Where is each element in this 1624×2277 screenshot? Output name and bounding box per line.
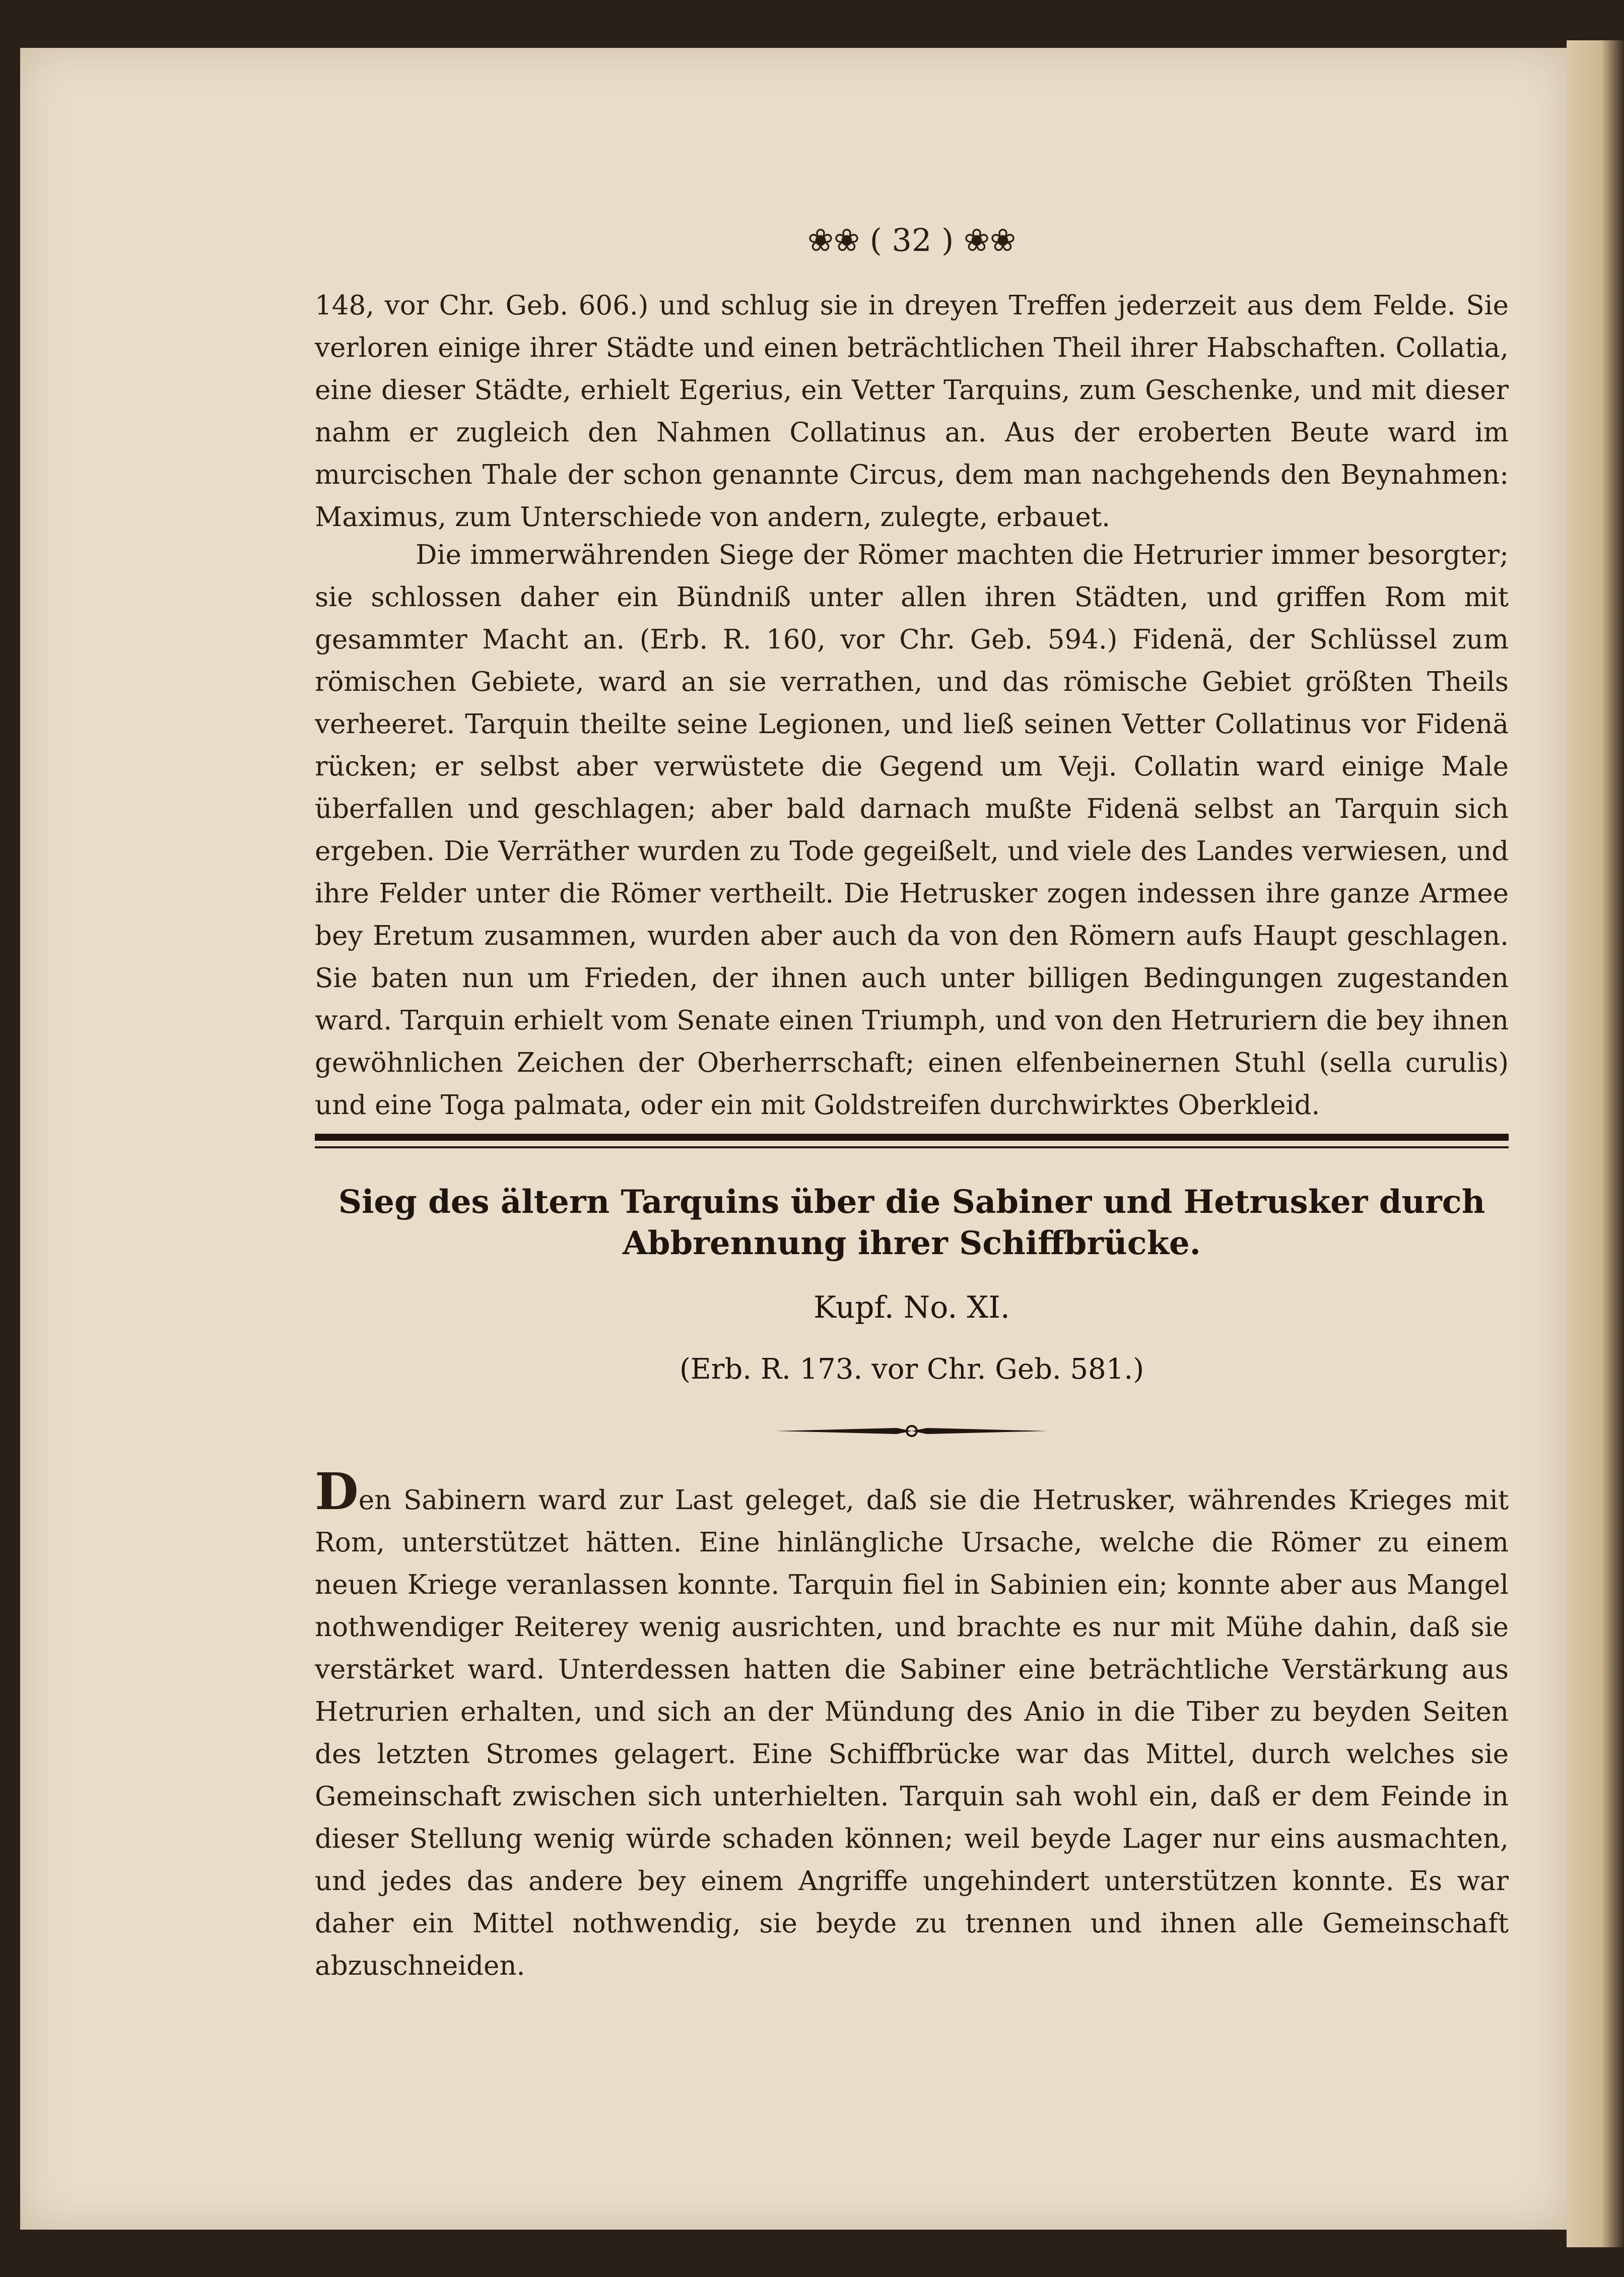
paragraph-2: Die immerwährenden Siege der Römer machten die Hetrurier immer besorgter; sie schlossen daher ein Bündniß unter allen ihren Städten, und griffen Rom mit gesammter Macht an. (Erb. R. 160, vor Chr. Geb. 594.) Fidenä, der Schlüssel zum römischen Gebiete, ward an sie verrathen, und das römische Gebiet größten Theils verheeret. Tarquin theilte seine Legionen, und ließ seinen Vetter Collatinus vor Fidenä rücken; er selbst aber verwüstete die Gegend um Veji. Collatin ward einige Male überfallen und geschlagen; aber bald darnach mußte Fidenä selbst an Tarquin sich ergeben. Die Verräther wurden zu Tode gegeißelt, und viele des Landes verwiesen, und ihre Felder unter die Römer vertheilt. Die Hetrusker zogen indessen ihre ganze Armee bey Eretum zusammen, wurden aber auch da von den Römern aufs Haupt geschlagen. Sie baten nun um Frieden, der ihnen auch unter billigen Bedingungen zugestanden ward. Tarquin erhielt vom Senate einen Triumph, und von den Hetruriern die bey ihnen gewöhnlichen Zeichen der Oberherrschaft; einen elfenbeinernen Stuhl (sella curulis) und eine Toga palmata, oder ein mit Goldstreifen durchwirktes Oberkleid. bbox=[315, 540, 1509, 1121]
ornament-divider bbox=[776, 1421, 1048, 1441]
plate-label: Kupf. No. XI. bbox=[814, 1290, 1010, 1325]
paragraph-1: 148, vor Chr. Geb. 606.) und schlug sie in dreyen Treffen jederzeit aus dem Felde. Sie verloren einige ihrer Städte und einen beträchtlichen Theil ihrer Habschaften. Collatia, eine dieser Städte, erhielt Egerius, ein Vetter Tarquins, zum Geschenke, und mit dieser nahm er zugleich den Nahmen Collatinus an. Aus der eroberten Beute ward im murcischen Thale der schon genannte Circus, dem man nachgehends den Beynahmen: Maximus, zum Unterschiede von andern, zulegte, erbauet. bbox=[315, 290, 1509, 533]
page-edge bbox=[1567, 40, 1624, 2247]
date-line: (Erb. R. 173. vor Chr. Geb. 581.) bbox=[679, 1353, 1144, 1386]
section-rule-thin bbox=[315, 1146, 1509, 1148]
drop-cap: D bbox=[315, 1462, 359, 1521]
paragraph-3-text: en Sabinern ward zur Last geleget, daß sie die Hetrusker, währendes Krieges mit Rom, unterstützet hätten. Eine hinlängliche Ursache, welche die Römer zu einem neuen Kriege veranlassen konnte. Tarquin fiel in Sabinien ein; konnte aber aus Mangel nothwendiger Reiterey wenig ausrichten, und brachte es nur mit Mühe dahin, daß sie verstärket ward. Unterdessen hatten die Sabiner eine beträchtliche Verstärkung aus Hetrurien erhalten, und sich an der Mündung des Anio in die Tiber zu beyden Seiten des letzten Stromes gelagert. Eine Schiffbrücke war das Mittel, durch welches sie Gemeinschaft zwischen sich unterhielten. Tarquin sah wohl ein, daß er dem Feinde in dieser Stellung wenig würde schaden können; weil beyde Lager nur eins ausmachten, und jedes das andere bey einem Angriffe ungehindert unterstützen konnte. Es war daher ein Mittel nothwendig, sie beyde zu trennen und ihnen alle Gemeinschaft abzuschneiden. bbox=[315, 1485, 1509, 1981]
page-header: ❀❀ ( 32 ) ❀❀ bbox=[807, 222, 1016, 258]
paragraph-3 bbox=[315, 1462, 1509, 1987]
section-title: Sieg des ältern Tarquins über die Sabiner und Hetrusker durch Abbrennung ihrer Schiffbrücke. bbox=[338, 1183, 1485, 1262]
section-rule-thick bbox=[315, 1134, 1509, 1141]
